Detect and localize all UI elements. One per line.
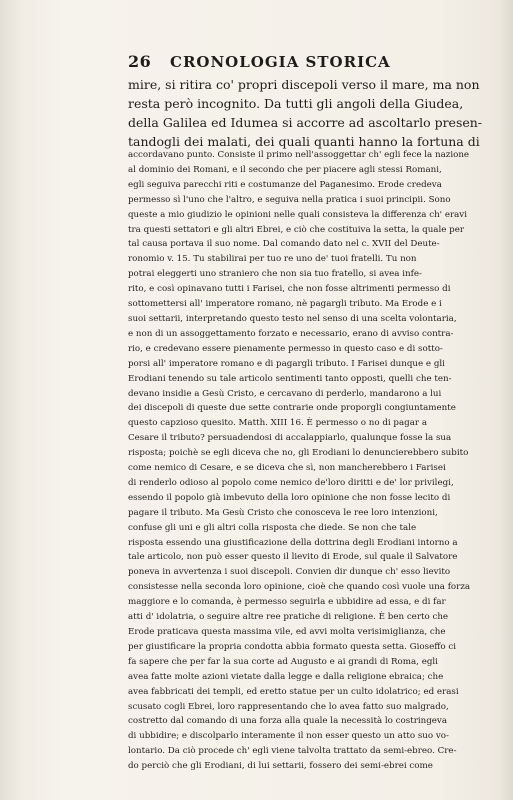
main-text-line: resta però incognito. Da tutti gli angoli della Giudea, [128,96,464,111]
footnote-line: queste a mio giudizio le opinioni nelle quali consisteva la differenza ch' eravi [128,209,467,220]
footnote-line: Erode praticava questa massima vile, ed avvi molta verisimiglianza, che [128,627,446,637]
footnote-line: tale articolo, non può esser questo il lievito di Erode, sul quale il Salvatore [128,552,458,563]
footnote-line: devano insidie a Gesù Cristo, e cercavano di perderlo, mandarono a lui [128,388,442,399]
footnote-line: ronomio v. 15. Tu stabilirai per tuo re uno de' tuoi fratelli. Tu non [128,254,417,265]
running-title: CRONOLOGIA STORICA [170,53,391,71]
footnote-line: al dominio dei Romani, e il secondo che per piacere agli stessi Romani, [128,164,442,175]
main-text-line: della Galilea ed Idumea si accorre ad ascoltarlo presen- [128,115,483,130]
footnote-line: costretto dal comando di una forza alla quale la necessità lo costringeva [128,716,448,727]
footnote-text [128,148,474,774]
footnote-line: pagare il tributo. Ma Gesù Cristo che conosceva le ree loro intenzioni, [128,507,438,518]
footnote-line: e non di un assoggettamento forzato e necessario, erano di avviso contra- [128,328,454,339]
footnote-line: confuse gli uni e gli altri colla risposta che diede. Se non che tale [128,522,417,533]
footnote-line: risposta essendo una giustificazione della dottrina degli Erodiani intorno a [128,537,458,548]
footnote-line: do perciò che gli Erodiani, di lui settarii, fossero dei semi-ebrei come [128,761,433,772]
main-text-line: mire, si ritira co' propri discepoli verso il mare, ma non [128,77,480,92]
footnote-line: accordavano punto. Consiste il primo nell'assoggettar ch' egli fece la nazione [128,150,470,160]
footnote-line: Cesare il tributo? persuadendosi di accalappiarlo, qualunque fosse la sua [128,433,452,444]
main-text [128,75,483,151]
page-number: 26 [128,52,152,71]
page-gutter-shadow [0,0,22,800]
footnote-line: avea fabbricati dei templi, ed eretto statue per un culto idolatrico; ed erasi [128,686,459,697]
footnote-line: suoi settarii, interpretando questo testo nel senso di una scelta volontaria, [128,313,457,324]
footnote-line: tra questi settatori e gli altri Ebrei, e ciò che costituiva la setta, la quale per [128,224,465,235]
footnote-line: come nemico di Cesare, e se diceva che sì, non mancherebbero i Farisei [128,463,446,474]
footnote-line: permesso sì l'uno che l'altro, e seguiva nella pratica i suoi principii. Sono [128,194,451,205]
footnote-line: poneva in avvertenza i suoi discepoli. Convien dir dunque ch' esso lievito [128,567,451,578]
footnote-line: scusato cogli Ebrei, loro rappresentando che lo avea fatto suo malgrado, [128,701,449,712]
page-header [128,52,468,72]
footnote-line: Erodiani tenendo su tale articolo sentimenti tanto opposti, quelli che ten- [128,373,452,384]
footnote-line: essendo il popolo già imbevuto della loro opinione che non fosse lecito di [128,492,451,503]
footnote-line: tal causa portava il suo nome. Dal comando dato nel c. XVII del Deute- [128,239,440,250]
footnote-line: avea fatte molte azioni vietate dalla legge e dalla religione ebraica; che [128,671,444,682]
footnote-line: sottomettersi all' imperatore romano, nè pagargli tributo. Ma Erode e i [128,299,442,310]
footnote-line: egli seguiva parecchi riti e costumanze del Paganesimo. Erode credeva [128,179,442,190]
footnote-line: rito, e così opinavano tutti i Farisei, che non fosse altrimenti permesso di [128,284,451,295]
footnote-line: fa sapere che per far la sua corte ad Augusto e ai grandi di Roma, egli [128,656,438,667]
footnote-line: di ubbidire; e discolparlo interamente il non esser questo un atto suo vo- [128,731,449,742]
footnote-line: maggiore e lo comanda, è permesso seguirla e ubbidire ad essa, e di far [128,597,446,608]
footnote-line: per giustificare la propria condotta abbia formato questa setta. Gioseffo ci [128,641,457,652]
page-edge-shadow [499,0,513,800]
main-text-line: tandogli dei malati, dei quali quanti hanno la fortuna di [128,134,480,149]
footnote-line: lontario. Da ciò procede ch' egli viene talvolta trattato da semi-ebreo. Cre- [128,746,457,757]
footnote-line: rio, e credevano essere pienamente permesso in questo caso e di sotto- [128,343,443,354]
footnote-line: potrai eleggerti uno straniero che non sia tuo fratello, si avea infe- [128,269,422,280]
footnote-line: dei discepoli di queste due sette contrarie onde proporgli congiuntamente [128,403,456,414]
footnote-line: atti d' idolatria, o seguire altre ree pratiche di religione. È ben certo che [128,612,449,623]
footnote-line: porsi all' imperatore romano e di pagargli tributo. I Farisei dunque e gli [128,358,445,369]
footnote-line: questo capzioso quesito. Matth. XIII 16. È permesso o no di pagar a [128,418,428,429]
footnote-line: di renderlo odioso al popolo come nemico de'loro diritti e de' lor privilegi, [128,477,454,488]
footnote-line: consistesse nella seconda loro opinione, cioè che quando così vuole una forza [128,582,471,593]
footnote-line: risposta; poichè se egli diceva che no, gli Erodiani lo denuncierebbero subito [128,448,469,459]
